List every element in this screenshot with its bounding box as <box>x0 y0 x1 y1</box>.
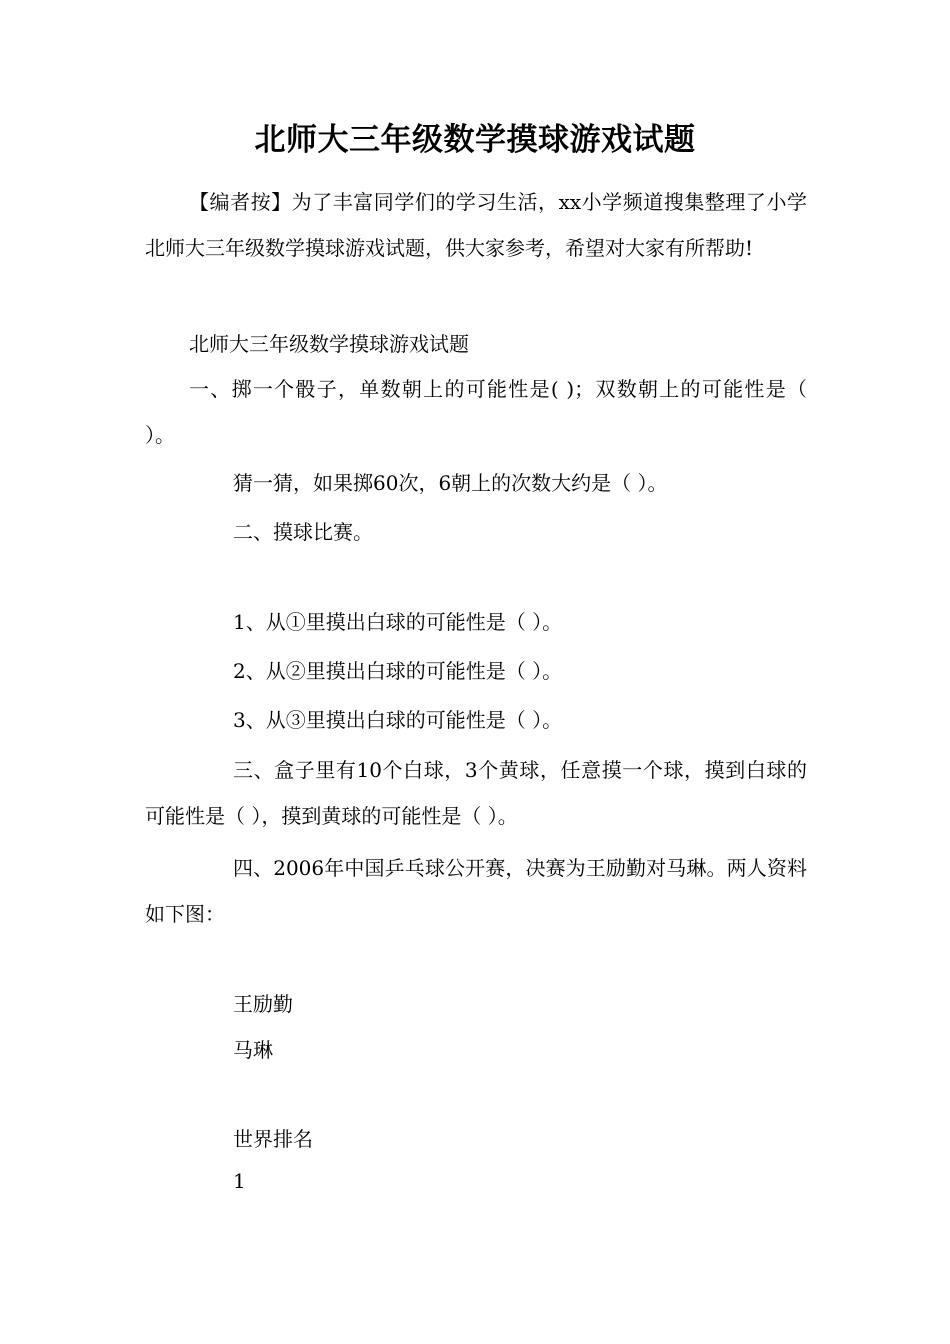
editor-note-paragraph: 【编者按】为了丰富同学们的学习生活，xx小学频道搜集整理了小学北师大三年级数学摸球游戏试题，供大家参考，希望对大家有所帮助! <box>145 190 807 260</box>
question-1: 一、掷一个骰子，单数朝上的可能性是( )；双数朝上的可能性是（ ）。 <box>145 377 807 447</box>
question-1-guess: 猜一猜，如果掷60次，6朝上的次数大约是（ ）。 <box>233 471 668 495</box>
question-2-item-3: 3、从③里摸出白球的可能性是（ ）。 <box>233 708 563 732</box>
table-player-1: 王励勤 <box>233 992 293 1016</box>
document-title: 北师大三年级数学摸球游戏试题 <box>254 122 696 158</box>
question-3: 三、盒子里有10个白球，3个黄球，任意摸一个球，摸到白球的可能性是（ ），摸到黄球的可能性是（ ）。 <box>145 758 807 828</box>
section-subtitle: 北师大三年级数学摸球游戏试题 <box>189 332 469 356</box>
question-2: 二、摸球比赛。 <box>233 520 373 544</box>
table-row-value: 1 <box>233 1169 246 1193</box>
question-4: 四、2006年中国乒乓球公开赛，决赛为王励勤对马琳。两人资料如下图： <box>145 856 807 926</box>
table-player-2: 马琳 <box>233 1038 273 1062</box>
table-row-label: 世界排名 <box>233 1127 313 1151</box>
question-2-item-1: 1、从①里摸出白球的可能性是（ ）。 <box>233 610 563 634</box>
question-2-item-2: 2、从②里摸出白球的可能性是（ ）。 <box>233 659 563 683</box>
